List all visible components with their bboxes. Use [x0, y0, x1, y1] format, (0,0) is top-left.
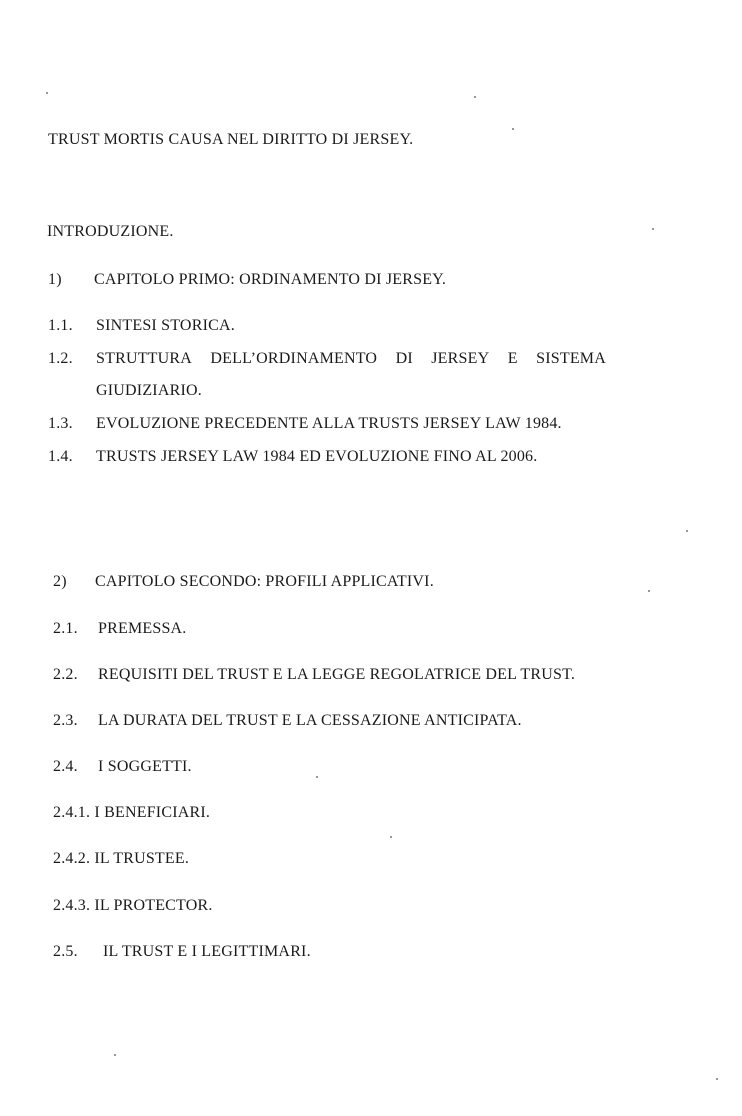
scan-speck: [686, 530, 688, 532]
scan-speck: [316, 776, 318, 778]
scan-speck: [46, 92, 48, 94]
scan-speck: [648, 590, 650, 592]
chapter1-number: 1): [48, 271, 62, 288]
scan-speck: [474, 96, 476, 98]
toc-entry-text: REQUISITI DEL TRUST E LA LEGGE REGOLATRICE DEL TRUST.: [98, 666, 576, 683]
toc-entry-number: 2.4.: [53, 758, 78, 775]
toc-entry-number: 1.2.: [48, 350, 73, 367]
toc-entry-number: 1.3.: [48, 415, 73, 432]
chapter2-number: 2): [53, 573, 67, 590]
chapter2-title: CAPITOLO SECONDO: PROFILI APPLICATIVI.: [95, 573, 434, 590]
toc-entry-text: TRUSTS JERSEY LAW 1984 ED EVOLUZIONE FINO AL 2006.: [96, 448, 538, 465]
toc-entry-number: 2.3.: [53, 712, 78, 729]
toc-entry-2-4-2: 2.4.2. IL TRUSTEE.: [53, 850, 190, 867]
introduction-heading: INTRODUZIONE.: [47, 223, 174, 240]
toc-entry-1-2-continuation: GIUDIZIARIO.: [96, 382, 202, 399]
toc-word: DELL’ORDINAMENTO: [210, 350, 378, 367]
toc-entry-number: 1.1.: [48, 317, 73, 334]
toc-entry-text: SINTESI STORICA.: [96, 317, 235, 334]
document-title: TRUST MORTIS CAUSA NEL DIRITTO DI JERSEY.: [48, 131, 414, 148]
toc-entry-text: EVOLUZIONE PRECEDENTE ALLA TRUSTS JERSEY LAW 1984.: [96, 415, 562, 432]
scan-speck: [114, 1054, 116, 1056]
toc-entry-number: 2.2.: [53, 666, 78, 683]
toc-word: E: [507, 350, 518, 367]
scan-speck: [512, 128, 514, 130]
scan-speck: [652, 228, 654, 230]
toc-entry-text: I SOGGETTI.: [98, 758, 192, 775]
toc-entry-number: 2.5.: [53, 943, 78, 960]
toc-entry-number: 1.4.: [48, 448, 73, 465]
scan-speck: [390, 836, 392, 838]
toc-entry-2-4-1: 2.4.1. I BENEFICIARI.: [53, 804, 211, 821]
toc-entry-text: IL TRUST E I LEGITTIMARI.: [103, 943, 311, 960]
toc-entry-text: LA DURATA DEL TRUST E LA CESSAZIONE ANTICIPATA.: [98, 712, 522, 729]
chapter1-title: CAPITOLO PRIMO: ORDINAMENTO DI JERSEY.: [94, 271, 447, 288]
scan-speck: [716, 1078, 718, 1080]
toc-entry-number: 2.1.: [53, 620, 78, 637]
toc-entry-text: [96, 349, 606, 369]
toc-entry-text: PREMESSA.: [98, 620, 187, 637]
toc-word: SISTEMA: [536, 350, 606, 367]
toc-word: JERSEY: [431, 350, 490, 367]
toc-word: STRUTTURA: [96, 350, 193, 367]
toc-word: DI: [395, 350, 413, 367]
toc-entry-2-4-3: 2.4.3. IL PROTECTOR.: [53, 897, 213, 914]
